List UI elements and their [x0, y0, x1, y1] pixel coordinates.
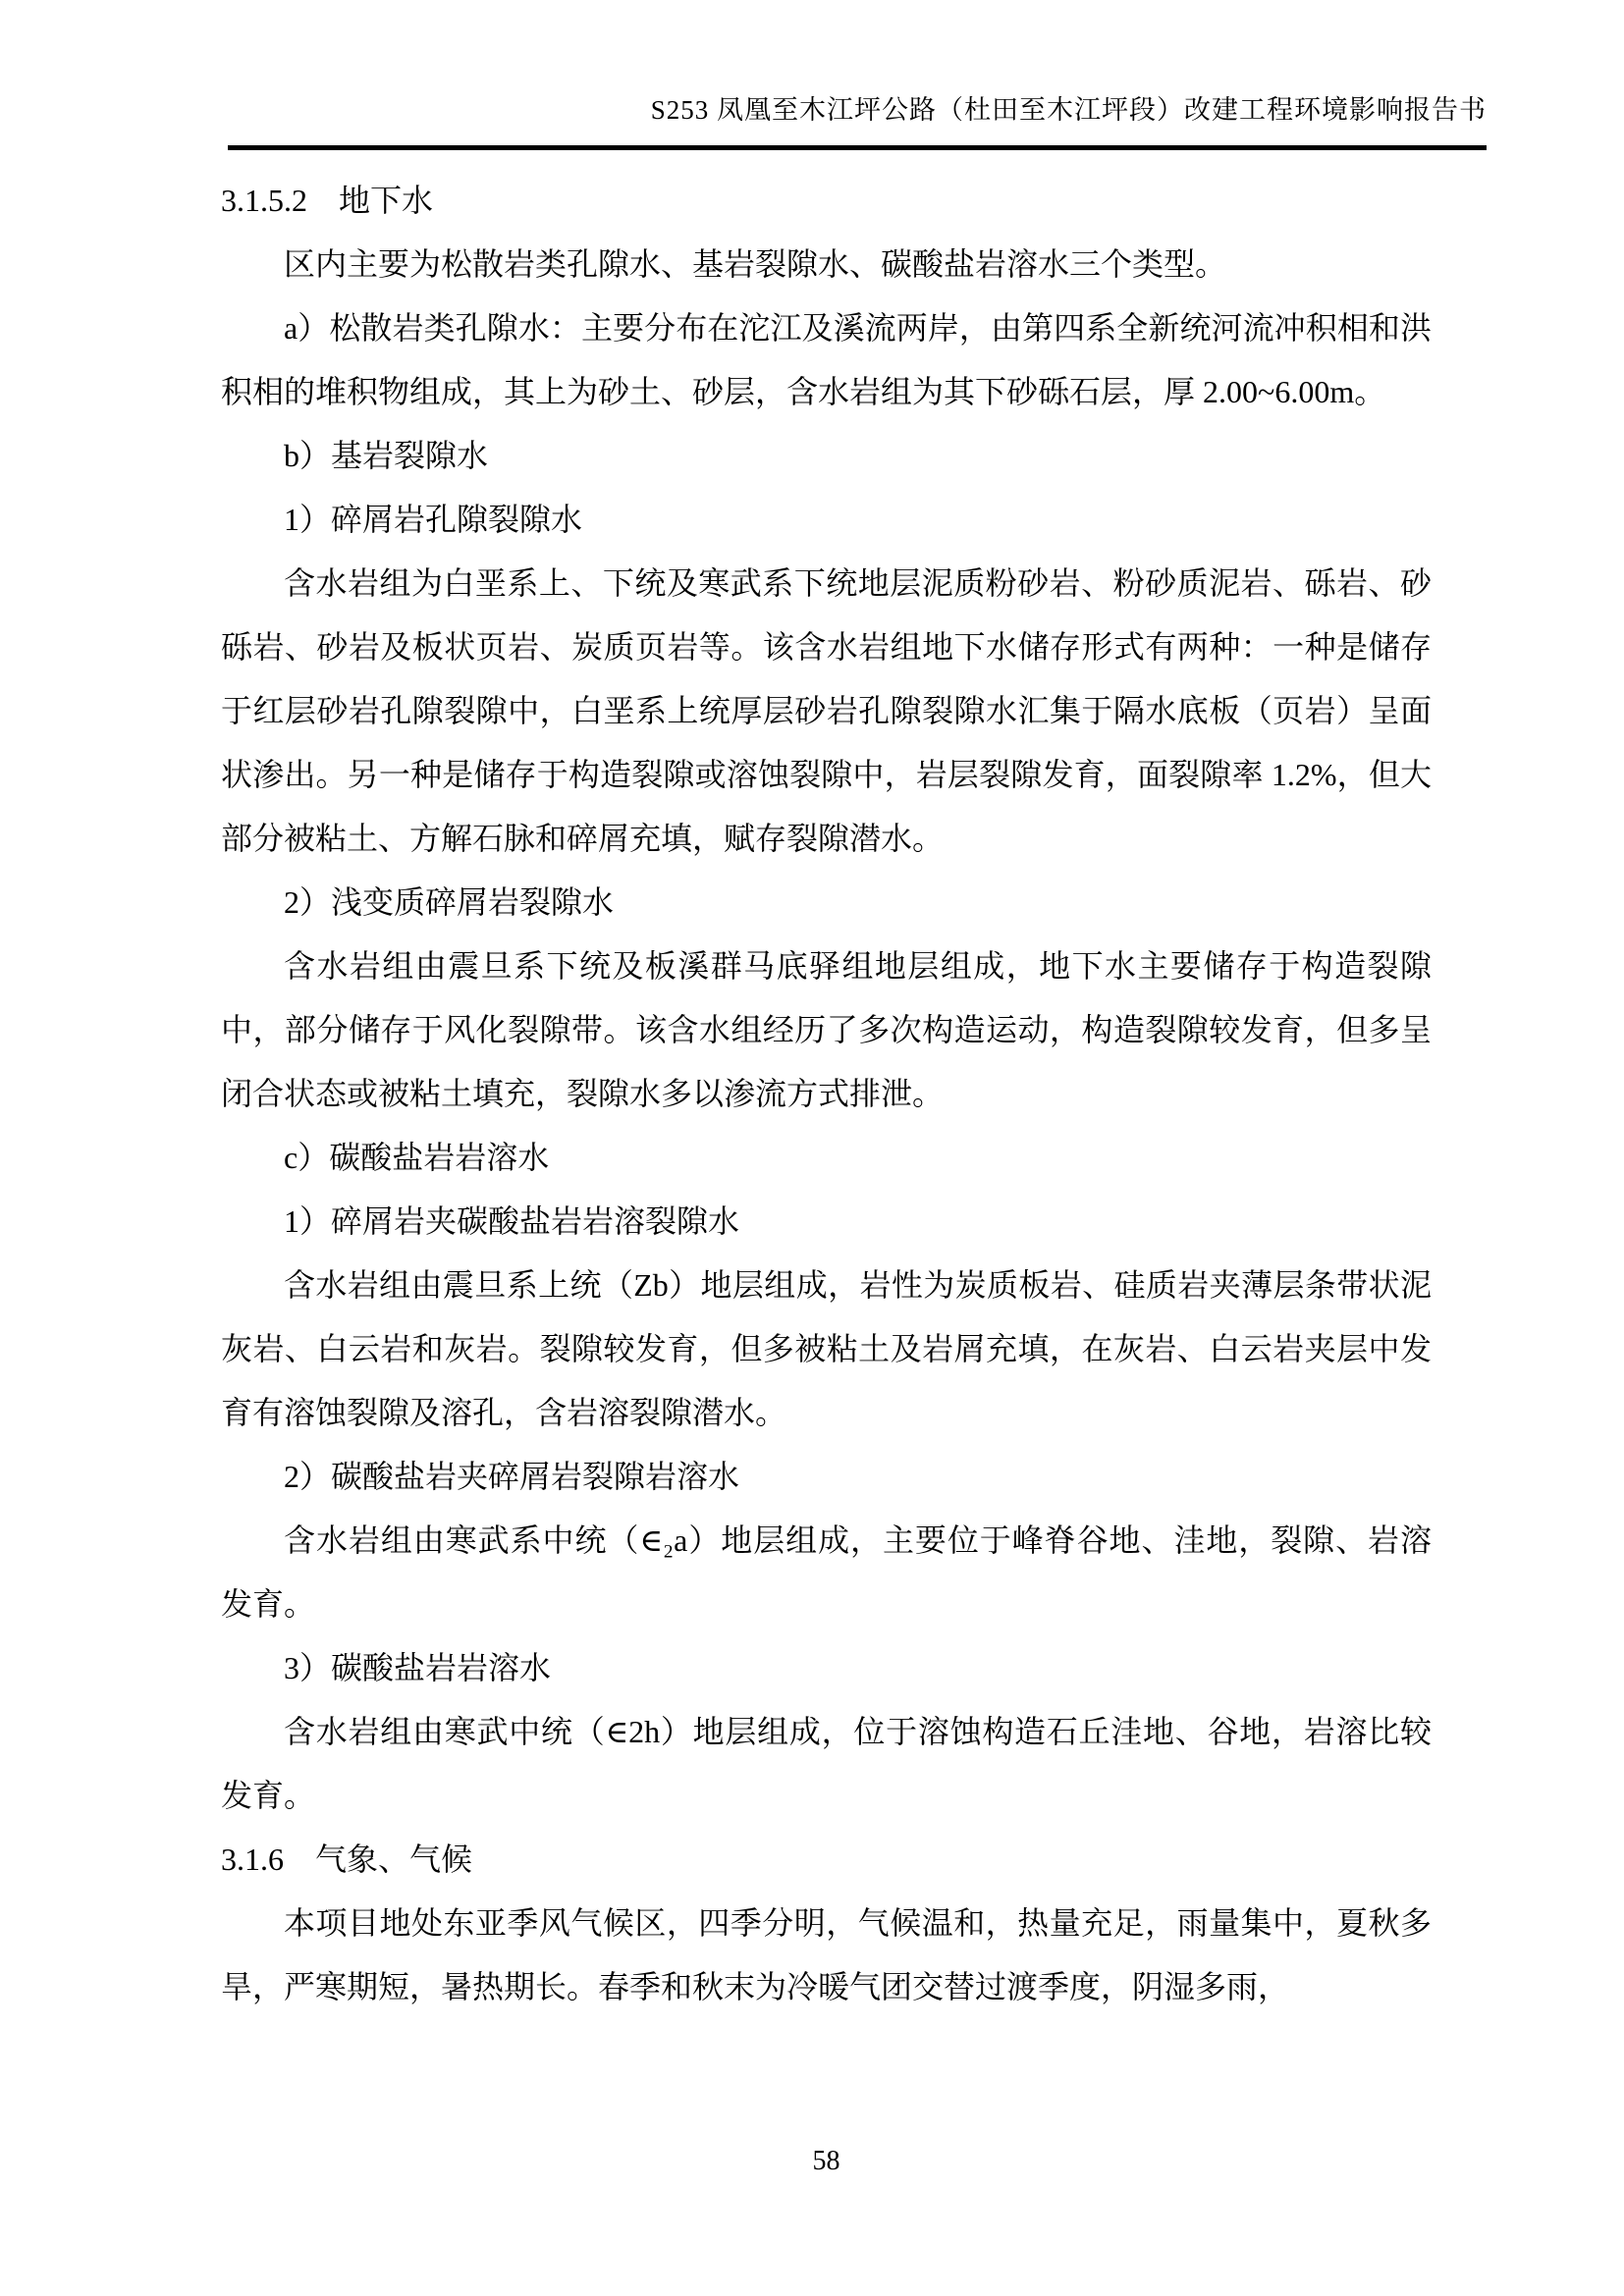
paragraph: 1）碎屑岩孔隙裂隙水	[284, 502, 583, 537]
page-header	[228, 0, 1487, 150]
paragraph: 含水岩组由震旦系下统及板溪群马底驿组地层组成，地下水主要储存于构造裂隙中，部分储存于风化裂隙带。该含水组经历了多次构造运动，构造裂隙较发育，但多呈闭合状态或被粘土填充，裂隙水多以渗流方式排泄。	[221, 948, 1432, 1111]
document-body	[221, 169, 1432, 2019]
header-divider-rule	[228, 145, 1487, 150]
paragraph: 区内主要为松散岩类孔隙水、基岩裂隙水、碳酸盐岩溶水三个类型。	[284, 246, 1227, 282]
paragraph: 含水岩组由寒武系中统（∈₂a）地层组成，主要位于峰脊谷地、洼地，裂隙、岩溶发育。	[221, 1522, 1432, 1622]
paragraph: 1）碎屑岩夹碳酸盐岩岩溶裂隙水	[284, 1203, 740, 1239]
paragraph: 2）浅变质碎屑岩裂隙水	[284, 884, 615, 920]
paragraph: 含水岩组为白垩系上、下统及寒武系下统地层泥质粉砂岩、粉砂质泥岩、砾岩、砂砾岩、砂岩及板状页岩、炭质页岩等。该含水岩组地下水储存形式有两种：一种是储存于红层砂岩孔隙裂隙中，白垩系上统厚层砂岩孔隙裂隙水汇集于隔水底板（页岩）呈面状渗出。另一种是储存于构造裂隙或溶蚀裂隙中，岩层裂隙发育，面裂隙率 1.2%，但大部分被粘土、方解石脉和碎屑充填，赋存裂隙潜水。	[221, 565, 1432, 856]
page-number: 58	[812, 2146, 840, 2176]
paragraph: 本项目地处东亚季风气候区，四季分明，气候温和，热量充足，雨量集中，夏秋多旱，严寒期短，暑热期长。春季和秋末为冷暖气团交替过渡季度，阴湿多雨，	[221, 1905, 1432, 2004]
running-header-title: S253 凤凰至木江坪公路（杜田至木江坪段）改建工程环境影响报告书	[650, 95, 1487, 125]
paragraph: 3）碳酸盐岩岩溶水	[284, 1650, 552, 1685]
page-footer	[221, 2146, 1432, 2177]
paragraph: c）碳酸盐岩岩溶水	[284, 1140, 550, 1175]
paragraph: 含水岩组由震旦系上统（Zb）地层组成，岩性为炭质板岩、硅质岩夹薄层条带状泥灰岩、白云岩和灰岩。裂隙较发育，但多被粘土及岩屑充填，在灰岩、白云岩夹层中发育有溶蚀裂隙及溶孔，含岩溶裂隙潜水。	[221, 1267, 1432, 1430]
paragraph: 2）碳酸盐岩夹碎屑岩裂隙岩溶水	[284, 1459, 740, 1494]
section-heading-climate: 3.1.6 气象、气候	[221, 1842, 473, 1877]
paragraph: b）基岩裂隙水	[284, 438, 489, 473]
paragraph: 含水岩组由寒武中统（∈2h）地层组成，位于溶蚀构造石丘洼地、谷地，岩溶比较发育。	[221, 1714, 1432, 1813]
paragraph: a）松散岩类孔隙水：主要分布在沱江及溪流两岸，由第四系全新统河流冲积相和洪积相的堆积物组成，其上为砂土、砂层，含水岩组为其下砂砾石层，厚 2.00~6.00m。	[221, 310, 1432, 409]
section-heading-groundwater: 3.1.5.2 地下水	[221, 183, 434, 218]
